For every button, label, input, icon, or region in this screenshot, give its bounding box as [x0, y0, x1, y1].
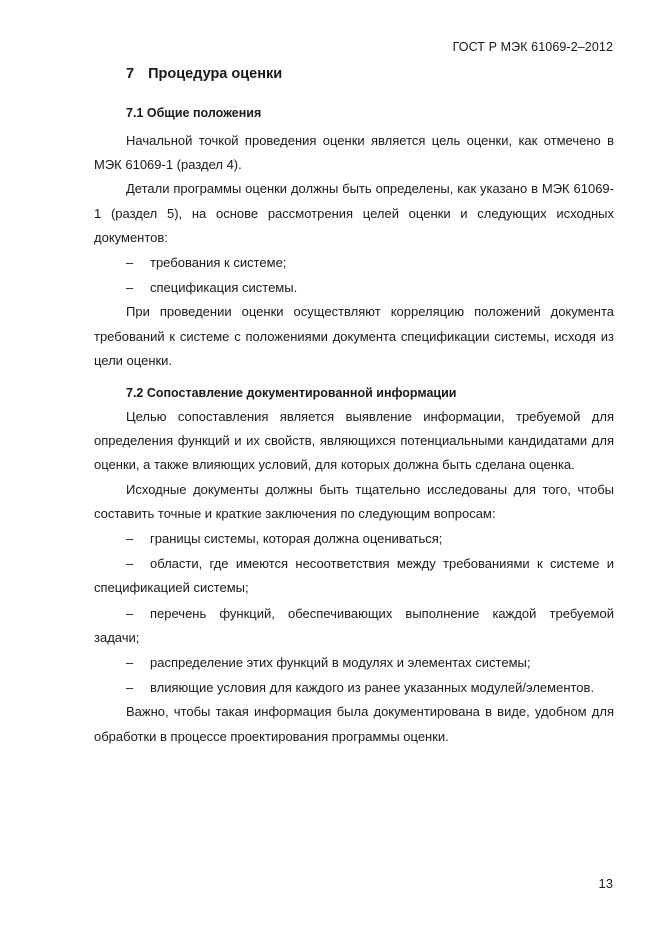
section-heading: [126, 62, 614, 86]
page-content: [94, 62, 614, 749]
page-number: 13: [598, 876, 613, 891]
dash-bullet: –: [126, 655, 134, 671]
list-item-text: распределение этих функций в модулях и элементах системы;: [150, 655, 531, 671]
list-item-text: спецификация системы.: [150, 280, 298, 296]
paragraph: Начальной точкой проведения оценки является цель оценки, как отмечено в МЭК 61069-1 (раздел 4).: [94, 133, 614, 173]
paragraph: При проведении оценки осуществляют корреляцию положений документа требований к системе с положениями документа спецификации системы, исходя из цели оценки.: [94, 304, 614, 368]
dash-bullet: –: [126, 605, 134, 621]
list-item-text: влияющие условия для каждого из ранее указанных модулей/элементов.: [150, 680, 595, 696]
list-item-text: требования к системе;: [150, 255, 287, 271]
paragraph: Целью сопоставления является выявление информации, требуемой для определения функций и их свойств, являющихся потенциальными кандидатами для оценки, а также влияющих условий, для которых должна быть сделана оценка.: [94, 409, 614, 473]
dash-bullet: –: [126, 531, 134, 547]
list-item: [94, 276, 614, 300]
list-item: [94, 676, 614, 700]
section-title: Процедура оценки: [148, 66, 283, 82]
dash-bullet: –: [126, 556, 134, 572]
list-item: [94, 527, 614, 551]
paragraph: Исходные документы должны быть тщательно исследованы для того, чтобы составить точные и краткие заключения по следующим вопросам:: [94, 481, 614, 521]
list-item: [94, 602, 614, 650]
dash-bullet: –: [126, 680, 134, 696]
paragraph: Детали программы оценки должны быть определены, как указано в МЭК 61069-1 (раздел 5), на основе рассмотрения целей оценки и следующих исходных документов:: [94, 181, 614, 245]
document-header: ГОСТ Р МЭК 61069-2–2012: [452, 40, 613, 54]
dash-bullet: –: [126, 255, 134, 271]
list-item-text: перечень функций, обеспечивающих выполнение каждой требуемой задачи;: [94, 605, 614, 645]
dash-bullet: –: [126, 280, 134, 296]
list-item: [94, 651, 614, 675]
list-item-text: границы системы, которая должна оцениваться;: [150, 531, 443, 547]
list-item: [94, 251, 614, 275]
list-item-text: области, где имеются несоответствия между требованиями к системе и спецификацией системы;: [94, 556, 614, 596]
section-number: 7: [126, 66, 135, 82]
subsection-heading-7-2: 7.2 Сопоставление документированной информации: [126, 386, 457, 401]
paragraph: Важно, чтобы такая информация была документирована в виде, удобном для обработки в процессе проектирования программы оценки.: [94, 704, 614, 744]
subsection-heading-7-1: 7.1 Общие положения: [126, 106, 262, 120]
list-item: [94, 552, 614, 600]
